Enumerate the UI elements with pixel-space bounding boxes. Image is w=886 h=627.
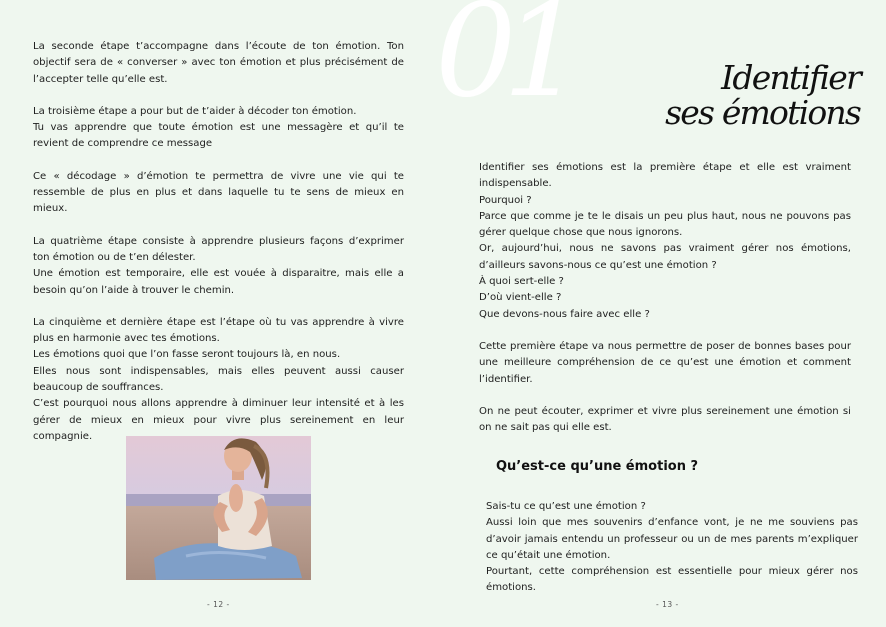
- chapter-number: 01: [435, 0, 570, 126]
- right-text-block: [479, 160, 851, 436]
- paragraph-gap: [479, 388, 851, 404]
- paragraph: Les émotions quoi que l’on fasse seront toujours là, en nous.: [33, 349, 341, 361]
- paragraph: Parce que comme je te le disais un peu plus haut, nous ne pouvons pas gérer quelque chose que nous ignorons.: [479, 210, 851, 239]
- paragraph: Cette première étape va nous permettre de poser de bonnes bases pour une meilleure compréhension de ce qu’est une émotion et comment l’identifier.: [479, 340, 851, 385]
- paragraph: Or, aujourd’hui, nous ne savons pas vraiment gérer nos émotions, d’ailleurs savons-nous ce qu’est une émotion ?: [479, 243, 851, 271]
- paragraph: Ce « décodage » d’émotion te permettra de vivre une vie qui te ressemble de plus en plus et dans laquelle tu te sens de mieux en mieux.: [33, 170, 404, 215]
- paragraph: C’est pourquoi nous allons apprendre à diminuer leur intensité et à les gérer de mieux en mieux pour vivre plus sereinement en leur compagnie.: [33, 398, 404, 442]
- paragraph: Sais-tu ce qu’est une émotion ?: [486, 501, 646, 512]
- paragraph: La troisième étape a pour but de t’aider à décoder ton émotion.: [33, 105, 357, 117]
- title-line: ses émotions: [665, 93, 860, 132]
- left-text-block: [33, 39, 404, 445]
- paragraph: Pourquoi ?: [479, 194, 532, 206]
- title-line: Identifier: [721, 58, 860, 97]
- section-heading: Qu’est-ce qu’une émotion ?: [496, 459, 699, 474]
- meditation-photo: [126, 436, 311, 580]
- right-text-block-2: [486, 499, 858, 597]
- paragraph: Aussi loin que mes souvenirs d’enfance vont, je ne me souviens pas d’avoir jamais entendu un professeur ou un de mes parents m’expliquer ce qu’était une émotion.: [486, 517, 858, 561]
- paragraph-gap: [33, 153, 404, 169]
- paragraph: Elles nous sont indispensables, mais elles peuvent aussi causer beaucoup de souffrances.: [33, 365, 404, 394]
- paragraph: Une émotion est temporaire, elle est vouée à disparaitre, mais elle a besoin qu’on l’aide à trouver le chemin.: [33, 268, 404, 296]
- paragraph-gap: [33, 218, 404, 234]
- paragraph: La quatrième étape consiste à apprendre plusieurs façons d’exprimer ton émotion ou de t’en délester.: [33, 235, 404, 263]
- chapter-title: [665, 60, 860, 130]
- paragraph: Pourtant, cette compréhension est essentielle pour mieux gérer nos émotions.: [486, 566, 858, 594]
- paragraph: On ne peut écouter, exprimer et vivre plus sereinement une émotion si on ne sait pas qui elle est.: [479, 405, 851, 434]
- paragraph: Identifier ses émotions est la première étape et elle est vraiment indispensable.: [479, 162, 851, 190]
- paragraph: À quoi sert-elle ?: [479, 276, 564, 288]
- paragraph: La cinquième et dernière étape est l’étape où tu vas apprendre à vivre plus en harmonie avec tes émotions.: [33, 316, 404, 345]
- paragraph-gap: [33, 88, 404, 104]
- paragraph: Que devons-nous faire avec elle ?: [479, 308, 650, 320]
- paragraph: D’où vient-elle ?: [479, 292, 562, 304]
- paragraph: La seconde étape t’accompagne dans l’écoute de ton émotion. Ton objectif sera de « converser » avec ton émotion et plus précisément de l’accepter telle qu’elle est.: [33, 41, 404, 85]
- page-number: - 12 -: [207, 600, 230, 609]
- paragraph-gap: [33, 299, 404, 315]
- paragraph: Tu vas apprendre que toute émotion est une messagère et qu’il te revient de comprendre ce message: [33, 122, 404, 150]
- paragraph-gap: [479, 323, 851, 339]
- page-number: - 13 -: [656, 600, 679, 609]
